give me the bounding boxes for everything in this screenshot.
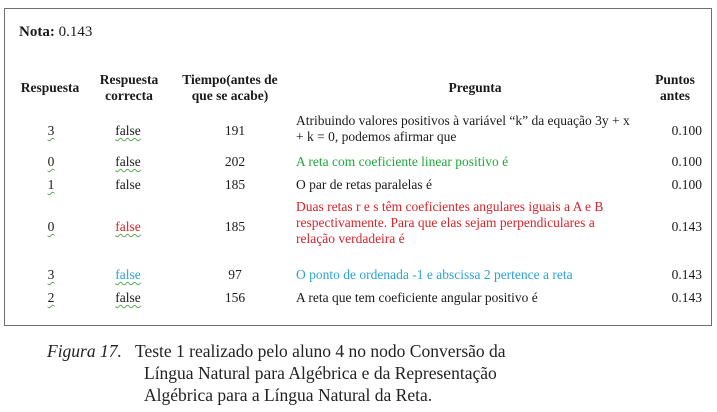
cell-respuesta: 3 xyxy=(47,123,55,138)
cell-puntos: 0.143 xyxy=(671,290,702,305)
cell-pregunta: A reta que tem coeficiente angular positivo é xyxy=(296,290,538,305)
cell-respuesta: 0 xyxy=(47,219,55,234)
cell-correcta: false xyxy=(115,219,141,234)
cell-tiempo: 185 xyxy=(224,219,246,234)
cell-correcta: false xyxy=(115,177,141,192)
cell-correcta: false xyxy=(115,290,141,305)
header-respuesta-correcta: Respuesta correcta xyxy=(99,72,159,103)
cell-puntos: 0.100 xyxy=(671,154,702,169)
score-line xyxy=(19,24,92,41)
cell-correcta: false xyxy=(115,154,141,169)
cell-pregunta: Atribuindo valores positivos à variável “k” da equação 3y + x + k = 0, podemos afirmar que xyxy=(296,113,630,144)
header-pregunta: Pregunta xyxy=(448,80,502,95)
caption-line-2: Língua Natural para Algébrica e da Representação xyxy=(144,363,497,383)
cell-correcta: false xyxy=(115,123,141,138)
cell-pregunta: O ponto de ordenada -1 e abscissa 2 pertence a reta xyxy=(296,267,573,282)
cell-correcta: false xyxy=(115,267,141,282)
cell-respuesta: 0 xyxy=(47,154,55,169)
caption-line-1: Teste 1 realizado pelo aluno 4 no nodo Conversão da xyxy=(135,341,506,361)
header-puntos-antes: Puntos antes xyxy=(655,72,695,103)
cell-puntos: 0.143 xyxy=(671,219,702,234)
cell-tiempo: 156 xyxy=(224,290,246,305)
cell-tiempo: 185 xyxy=(224,177,246,192)
cell-puntos: 0.143 xyxy=(671,267,702,282)
cell-tiempo: 191 xyxy=(224,123,246,138)
cell-respuesta: 2 xyxy=(47,290,55,305)
results-panel xyxy=(4,8,712,326)
cell-pregunta: Duas retas r e s têm coeficientes angulares iguais a A e B respectivamente. Para que elas sejam perpendiculares a relação verdadeira é xyxy=(296,199,604,246)
figure-caption xyxy=(47,340,506,406)
cell-pregunta: O par de retas paralelas é xyxy=(296,177,433,192)
cell-respuesta: 3 xyxy=(47,267,55,282)
figure-label: Figura 17. xyxy=(47,341,122,361)
score-value: 0.143 xyxy=(58,24,93,40)
caption-line-3: Algébrica para a Língua Natural da Reta. xyxy=(144,385,433,405)
score-label: Nota: xyxy=(19,24,55,40)
cell-puntos: 0.100 xyxy=(671,177,702,192)
header-tiempo: Tiempo(antes de que se acabe) xyxy=(182,72,278,103)
header-respuesta: Respuesta xyxy=(20,80,80,95)
cell-tiempo: 97 xyxy=(228,267,242,282)
cell-respuesta: 1 xyxy=(47,177,55,192)
cell-tiempo: 202 xyxy=(224,154,246,169)
cell-puntos: 0.100 xyxy=(671,123,702,138)
cell-pregunta: A reta com coeficiente linear positivo é xyxy=(296,154,509,169)
